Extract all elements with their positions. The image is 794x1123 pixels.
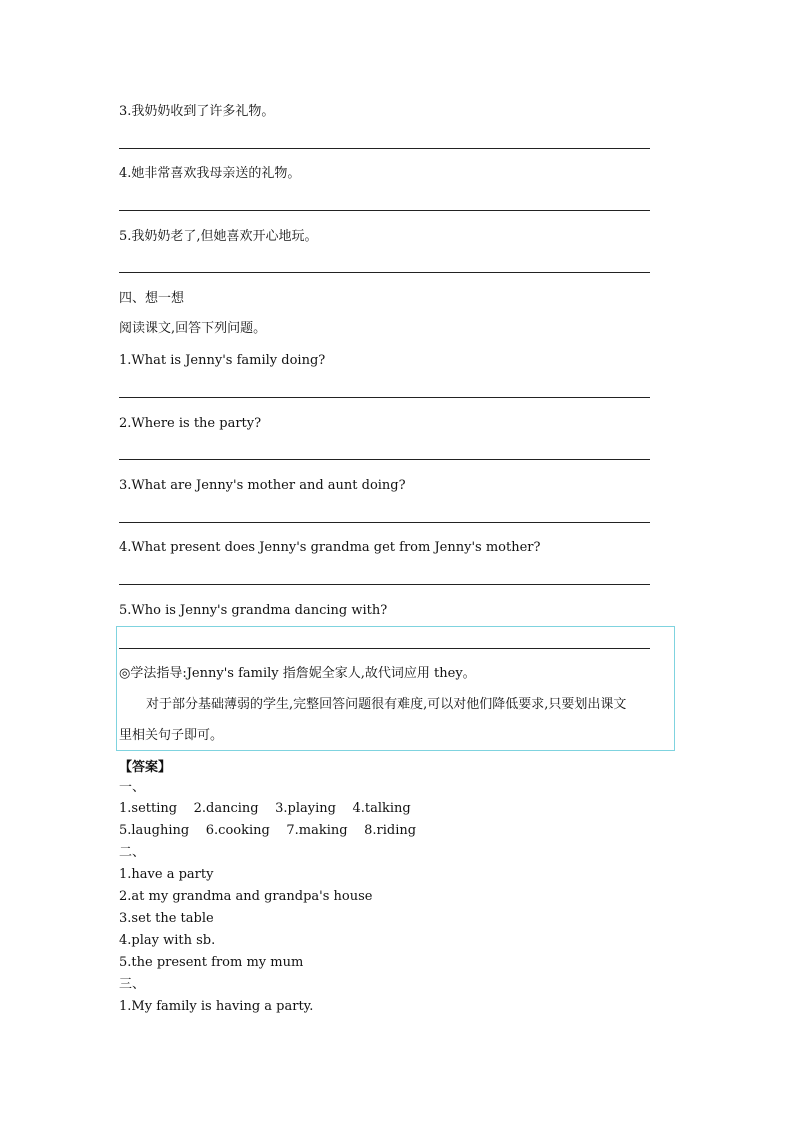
study-guide-tip: ◎学法指导:Jenny's family 指詹妮全家人,故代词应用 they。: [119, 666, 476, 681]
answer-line: [119, 210, 650, 211]
study-guide-note: 对于部分基础薄弱的学生,完整回答问题很有难度,可以对他们降低要求,只要划出课文: [146, 697, 627, 712]
answer-line: [119, 584, 650, 585]
answers-part-2-item: 2.at my grandma and grandpa's house: [119, 889, 373, 904]
answers-part-1-row-1: 1.setting 2.dancing 3.playing 4.talking: [119, 801, 411, 816]
question-4: 4.What present does Jenny's grandma get from Jenny's mother?: [119, 540, 541, 555]
answers-title: 【答案】: [119, 760, 172, 775]
answer-line: [119, 648, 650, 649]
answer-line: [119, 459, 650, 460]
section-4-heading: 四、想一想: [119, 291, 185, 306]
answer-line: [119, 397, 650, 398]
section-4-instruction: 阅读课文,回答下列问题。: [119, 321, 267, 336]
answers-part-2-item: 1.have a party: [119, 867, 214, 882]
question-1: 1.What is Jenny's family doing?: [119, 353, 326, 368]
answer-line: [119, 272, 650, 273]
study-guide-note-end: 里相关句子即可。: [119, 728, 224, 743]
answers-part-2-label: 二、: [119, 845, 146, 860]
answers-part-2-item: 5.the present from my mum: [119, 955, 304, 970]
question-5: 5.Who is Jenny's grandma dancing with?: [119, 603, 388, 618]
question-2: 2.Where is the party?: [119, 416, 262, 431]
translation-item-4: 4.她非常喜欢我母亲送的礼物。: [119, 166, 301, 181]
answers-part-3-label: 三、: [119, 977, 146, 992]
answers-part-2-item: 3.set the table: [119, 911, 214, 926]
answers-part-2-item: 4.play with sb.: [119, 933, 216, 948]
answer-line: [119, 522, 650, 523]
answers-part-3-item: 1.My family is having a party.: [119, 999, 314, 1014]
answers-part-1-row-2: 5.laughing 6.cooking 7.making 8.riding: [119, 823, 417, 838]
translation-item-5: 5.我奶奶老了,但她喜欢开心地玩。: [119, 229, 318, 244]
answers-part-1-label: 一、: [119, 780, 146, 795]
question-3: 3.What are Jenny's mother and aunt doing?: [119, 478, 406, 493]
answer-line: [119, 148, 650, 149]
translation-item-3: 3.我奶奶收到了许多礼物。: [119, 104, 275, 119]
